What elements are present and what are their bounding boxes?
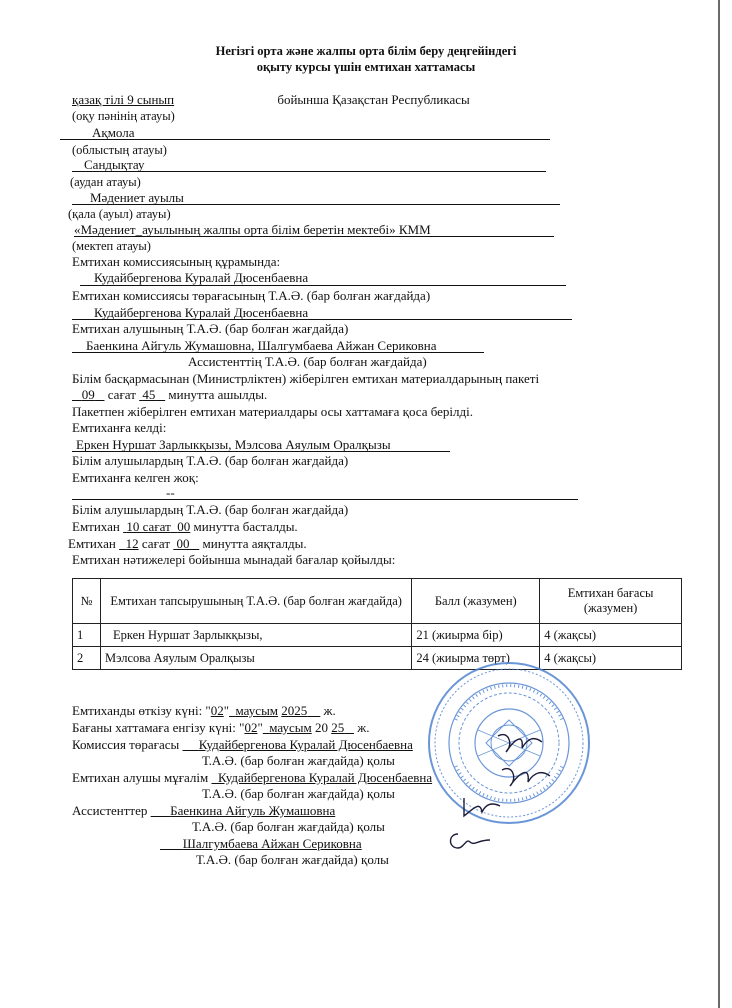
footer-teacher-label: Емтихан алушы мұғалім xyxy=(72,770,209,785)
exam-month: маусым xyxy=(235,703,279,718)
exam-year: 2025 xyxy=(281,703,308,718)
package-minute: 45 xyxy=(142,387,156,402)
entry-month: маусым xyxy=(269,720,312,735)
district-value: Сандықтау xyxy=(84,157,145,172)
start-prefix: Емтихан xyxy=(72,519,120,534)
arrived-value: Еркен Нуршат Зарлыкқызы, Мэлсова Аяулым Оралқызы xyxy=(76,437,391,452)
row-grade: 4 (жақсы) xyxy=(540,624,682,647)
end-time-row xyxy=(68,536,307,551)
absent-label: Емтиханға келген жоқ: xyxy=(72,470,199,485)
results-header-row xyxy=(73,579,682,624)
results-label: Емтихан нәтижелері бойынша мынадай бағалар қойылды: xyxy=(72,552,396,567)
package-hour: 09 xyxy=(81,387,95,402)
commission-label: Емтихан комиссиясының құрамында: xyxy=(72,254,281,269)
row-number: 1 xyxy=(73,624,101,647)
assistants-underline xyxy=(72,352,484,353)
start-hour: 10 сағат xyxy=(126,519,171,534)
entry-year-a: 20 xyxy=(314,720,328,735)
header-number: № xyxy=(73,579,101,624)
page-edge-divider xyxy=(718,0,720,1008)
entry-year-suffix: ж. xyxy=(357,720,370,735)
header-student-name: Емтихан тапсырушының Т.А.Ә. (бар болған жағдайда) xyxy=(100,579,411,624)
region-underline xyxy=(60,139,550,140)
start-time-row xyxy=(72,519,298,534)
subject-row xyxy=(72,92,470,107)
end-hour-word: сағат xyxy=(141,536,171,551)
assistant2-sign-caption: Т.А.Ә. (бар болған жағдайда) қолы xyxy=(196,852,389,867)
start-minute: 00 xyxy=(177,519,191,534)
document-title-line-1: Негізгі орта және жалпы орта білім беру деңгейіндегі xyxy=(215,44,517,58)
entry-year-b: 25 xyxy=(331,720,345,735)
entry-date-row: Бағаны хаттамаға енгізу күні: "02" маусым 20 25 ж. xyxy=(72,720,370,735)
package-label: Білім басқармасынан (Министрліктен) жіберілген емтихан материалдарының пакеті xyxy=(72,371,540,386)
teacher-sign-row xyxy=(72,770,524,785)
assistant2-signature-icon xyxy=(444,828,494,854)
exam-date-prefix: Емтиханды өткізу күні: " xyxy=(72,703,211,718)
row-grade: 4 (жақсы) xyxy=(540,647,682,670)
absent-caption: Білім алушылардың Т.А.Ә. (бар болған жағдайда) xyxy=(72,502,349,517)
footer-assistants-label: Ассистенттер xyxy=(72,803,148,818)
commission-underline xyxy=(80,285,566,286)
row-student-name: Мэлсова Аяулым Оралқызы xyxy=(100,647,411,670)
teacher-signature-icon xyxy=(498,760,554,790)
subject-caption: (оқу пәнінің атауы) xyxy=(72,109,175,123)
absent-underline xyxy=(72,499,578,500)
footer-teacher-name: Кудайбергенова Куралай Дюсенбаевна xyxy=(218,770,433,785)
exam-year-suffix: ж. xyxy=(323,703,336,718)
chair-signature-icon xyxy=(494,728,546,758)
chair-sign-row xyxy=(72,737,503,752)
subject-value: қазақ тілі 9 сынып xyxy=(72,92,175,107)
results-table xyxy=(72,578,682,670)
arrived-underline xyxy=(72,451,450,452)
school-value: «Мәдениет_ауылының жалпы орта білім беретін мектебі» КММ xyxy=(74,222,431,237)
assistant1-sign-caption: Т.А.Ә. (бар болған жағдайда) қолы xyxy=(192,819,385,834)
header-grade: Емтихан бағасы (жазумен) xyxy=(540,579,682,624)
footer-chair-name: Кудайбергенова Куралай Дюсенбаевна xyxy=(198,737,413,752)
package-suffix: минутта ашылды. xyxy=(168,387,268,402)
assistant1-sign-row xyxy=(72,803,517,818)
school-caption: (мектеп атауы) xyxy=(72,239,151,253)
chair-sign-caption: Т.А.Ә. (бар болған жағдайда) қолы xyxy=(202,753,395,768)
assistant1-signature-icon xyxy=(458,794,504,822)
row-student-name: Еркен Нуршат Зарлыкқызы, xyxy=(100,624,411,647)
chair-label: Емтихан комиссиясы төрағасының Т.А.Ә. (бар болған жағдайда) xyxy=(72,288,431,303)
commission-value: Кудайбергенова Куралай Дюсенбаевна xyxy=(94,270,309,285)
district-underline xyxy=(72,171,546,172)
exam-date-row: Емтиханды өткізу күні: "02" маусым 2025 ж. xyxy=(72,703,336,718)
village-underline xyxy=(72,204,560,205)
start-suffix: минутта басталды. xyxy=(193,519,298,534)
district-caption: (аудан атауы) xyxy=(70,175,141,189)
document-title-line-2: оқыту курсы үшін емтихан хаттамасы xyxy=(256,60,476,74)
end-suffix: минутта аяқталды. xyxy=(202,536,307,551)
exam-day: 02 xyxy=(210,703,224,718)
assistants-value: Баенкина Айгуль Жумашовна, Шалгумбаева Айжан Сериковна xyxy=(86,338,437,353)
package-time-row xyxy=(72,387,267,402)
row-number: 2 xyxy=(73,647,101,670)
end-hour: 12 xyxy=(125,536,139,551)
row-score: 24 (жиырма төрт) xyxy=(412,647,540,670)
end-minute: 00 xyxy=(176,536,190,551)
end-prefix: Емтихан xyxy=(68,536,116,551)
footer-assistant2-name: Шалгумбаева Айжан Сериковна xyxy=(182,836,362,851)
footer-chair-label: Комиссия төрағасы xyxy=(72,737,180,752)
header-score: Балл (жазумен) xyxy=(412,579,540,624)
package-note: Пакетпен жіберілген емтихан материалдары осы хаттамаға қоса берілді. xyxy=(72,404,474,419)
teacher-sign-caption: Т.А.Ә. (бар болған жағдайда) қолы xyxy=(202,786,395,801)
package-hour-word: сағат xyxy=(107,387,136,402)
subject-suffix: бойынша Қазақстан Республикасы xyxy=(274,92,470,107)
chair-value: Кудайбергенова Куралай Дюсенбаевна xyxy=(94,305,309,320)
arrived-caption: Білім алушылардың Т.А.Ә. (бар болған жағдайда) xyxy=(72,453,349,468)
region-value: Ақмола xyxy=(92,125,135,140)
footer-assistant1-name: Баенкина Айгуль Жумашовна xyxy=(170,803,336,818)
region-caption: (облыстың атауы) xyxy=(72,143,167,157)
table-row xyxy=(73,624,682,647)
entry-date-prefix: Бағаны хаттамаға енгізу күні: " xyxy=(72,720,245,735)
village-caption: (қала (ауыл) атауы) xyxy=(68,207,171,221)
entry-day: 02 xyxy=(244,720,258,735)
absent-value: -- xyxy=(166,485,175,500)
chair-underline xyxy=(72,319,572,320)
school-underline xyxy=(74,236,554,237)
row-score: 21 (жиырма бір) xyxy=(412,624,540,647)
village-value: Мәдениет ауылы xyxy=(90,190,184,205)
assistant-caption: Ассистенттің Т.А.Ә. (бар болған жағдайда) xyxy=(188,354,427,369)
assistant2-sign-row xyxy=(160,836,562,851)
examiner-label: Емтихан алушының Т.А.Ә. (бар болған жағдайда) xyxy=(72,321,349,336)
arrived-label: Емтиханға келді: xyxy=(72,420,167,435)
